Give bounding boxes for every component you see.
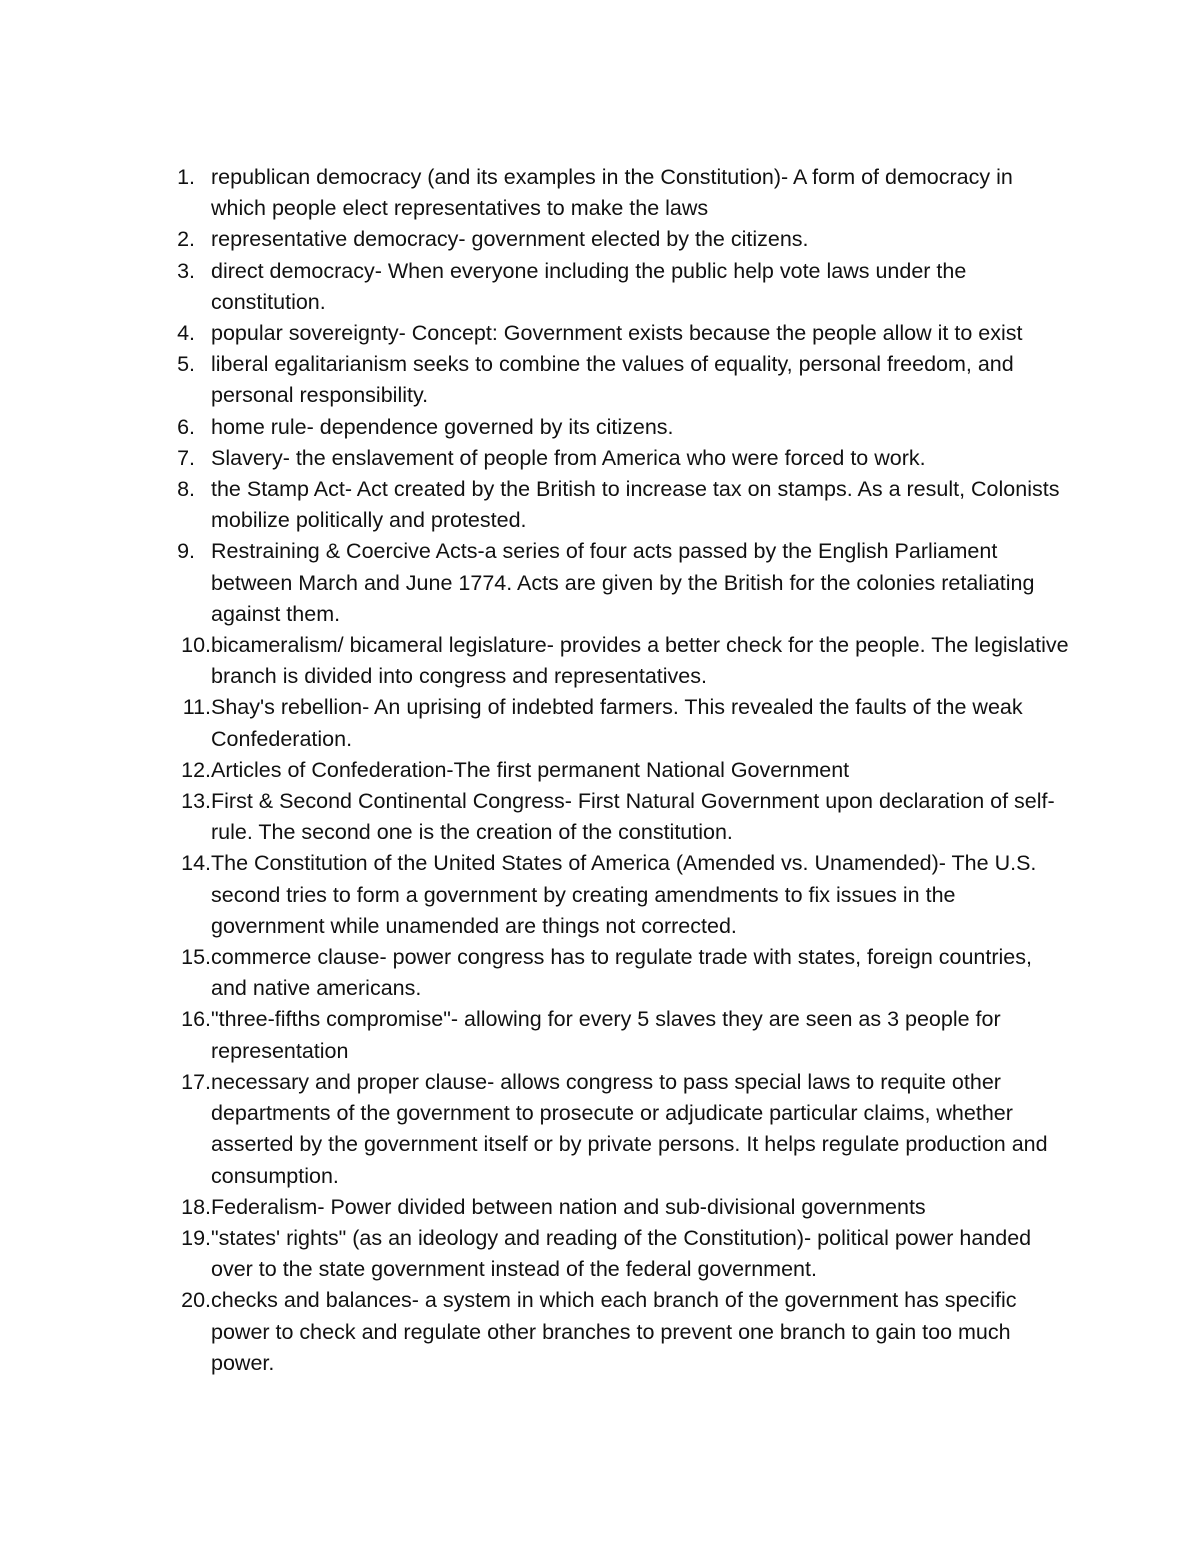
item-number: 20. (181, 1288, 211, 1313)
list-item (150, 474, 1070, 536)
list-item (150, 1285, 1070, 1379)
item-text: representative democracy- government elected by the citizens. (211, 227, 809, 252)
item-text: direct democracy- When everyone including the public help vote laws under the constitution. (211, 258, 967, 314)
list-item (150, 755, 1070, 786)
item-number: 1. (177, 165, 195, 189)
item-text: Federalism- Power divided between nation and sub-divisional governments (211, 1194, 926, 1219)
item-number: 13. (181, 789, 211, 814)
item-number: 7. (177, 445, 195, 470)
list-item (150, 1223, 1070, 1285)
item-text: liberal egalitarianism seeks to combine the values of equality, personal freedom, and personal responsibility. (211, 352, 1014, 408)
list-item (150, 1192, 1070, 1223)
list-item (150, 692, 1070, 754)
item-number: 3. (177, 258, 195, 283)
item-number: 4. (177, 321, 195, 346)
item-text: republican democracy (and its examples in the Constitution)- A form of democracy in which people elect representatives to make the laws (211, 165, 1013, 221)
item-number: 17. (181, 1069, 211, 1094)
list-item (150, 786, 1070, 848)
list-item (150, 1004, 1070, 1066)
list-item (150, 224, 1070, 255)
item-number: 18. (181, 1194, 211, 1219)
item-text: Restraining & Coercive Acts-a series of four acts passed by the English Parliament between March and June 1774. Acts are given by the British for the colonies retaliating against them. (211, 539, 1035, 626)
list-item (150, 162, 1070, 224)
item-number: 12. (181, 757, 211, 782)
list-item (150, 536, 1070, 630)
item-number: 8. (177, 477, 195, 502)
item-text: Slavery- the enslavement of people from America who were forced to work. (211, 445, 926, 470)
item-text: commerce clause- power congress has to regulate trade with states, foreign countries, and native americans. (211, 945, 1032, 1001)
item-number: 9. (177, 539, 195, 564)
item-number: 15. (181, 945, 211, 970)
item-number: 19. (181, 1225, 211, 1250)
item-text: bicameralism/ bicameral legislature- provides a better check for the people. The legislative branch is divided into congress and representatives. (211, 633, 1069, 689)
item-number: 14. (181, 851, 211, 876)
list-item (150, 630, 1070, 692)
list-item (150, 349, 1070, 411)
item-text: necessary and proper clause- allows congress to pass special laws to requite other departments of the government to prosecute or adjudicate particular claims, whether asserted by the government itself or by private persons. It helps regulate production and consumption. (211, 1069, 1048, 1188)
item-number: 16. (181, 1007, 211, 1032)
list-item (150, 848, 1070, 942)
item-number: 11. (182, 695, 211, 720)
item-text: The Constitution of the United States of America (Amended vs. Unamended)- The U.S. second tries to form a government by creating amendments to fix issues in the government while unamended are things not corrected. (211, 851, 1037, 938)
list-item (150, 256, 1070, 318)
list-item (150, 1067, 1070, 1192)
item-text: Shay's rebellion- An uprising of indebted farmers. This revealed the faults of the weak Confederation. (211, 695, 1023, 751)
item-text: home rule- dependence governed by its citizens. (211, 414, 674, 439)
item-text: checks and balances- a system in which each branch of the government has specific power to check and regulate other branches to prevent one branch to gain too much power. (211, 1288, 1017, 1375)
item-text: Articles of Confederation-The first permanent National Government (211, 757, 850, 782)
list-item (150, 412, 1070, 443)
definition-list (150, 162, 1070, 1379)
item-number: 10. (181, 633, 211, 658)
list-item (150, 942, 1070, 1004)
list-item (150, 318, 1070, 349)
item-text: First & Second Continental Congress- First Natural Government upon declaration of self-rule. The second one is the creation of the constitution. (211, 789, 1055, 845)
list-item (150, 443, 1070, 474)
item-number: 5. (177, 352, 195, 377)
item-text: the Stamp Act- Act created by the British to increase tax on stamps. As a result, Colonists mobilize politically and protested. (211, 477, 1060, 533)
item-text: "states' rights" (as an ideology and reading of the Constitution)- political power handed over to the state government instead of the federal government. (211, 1225, 1032, 1282)
item-number: 6. (177, 414, 195, 439)
item-number: 2. (177, 227, 195, 252)
item-text: "three-fifths compromise"- allowing for every 5 slaves they are seen as 3 people for representation (211, 1007, 1001, 1063)
item-text: popular sovereignty- Concept: Government exists because the people allow it to exist (211, 321, 1023, 346)
